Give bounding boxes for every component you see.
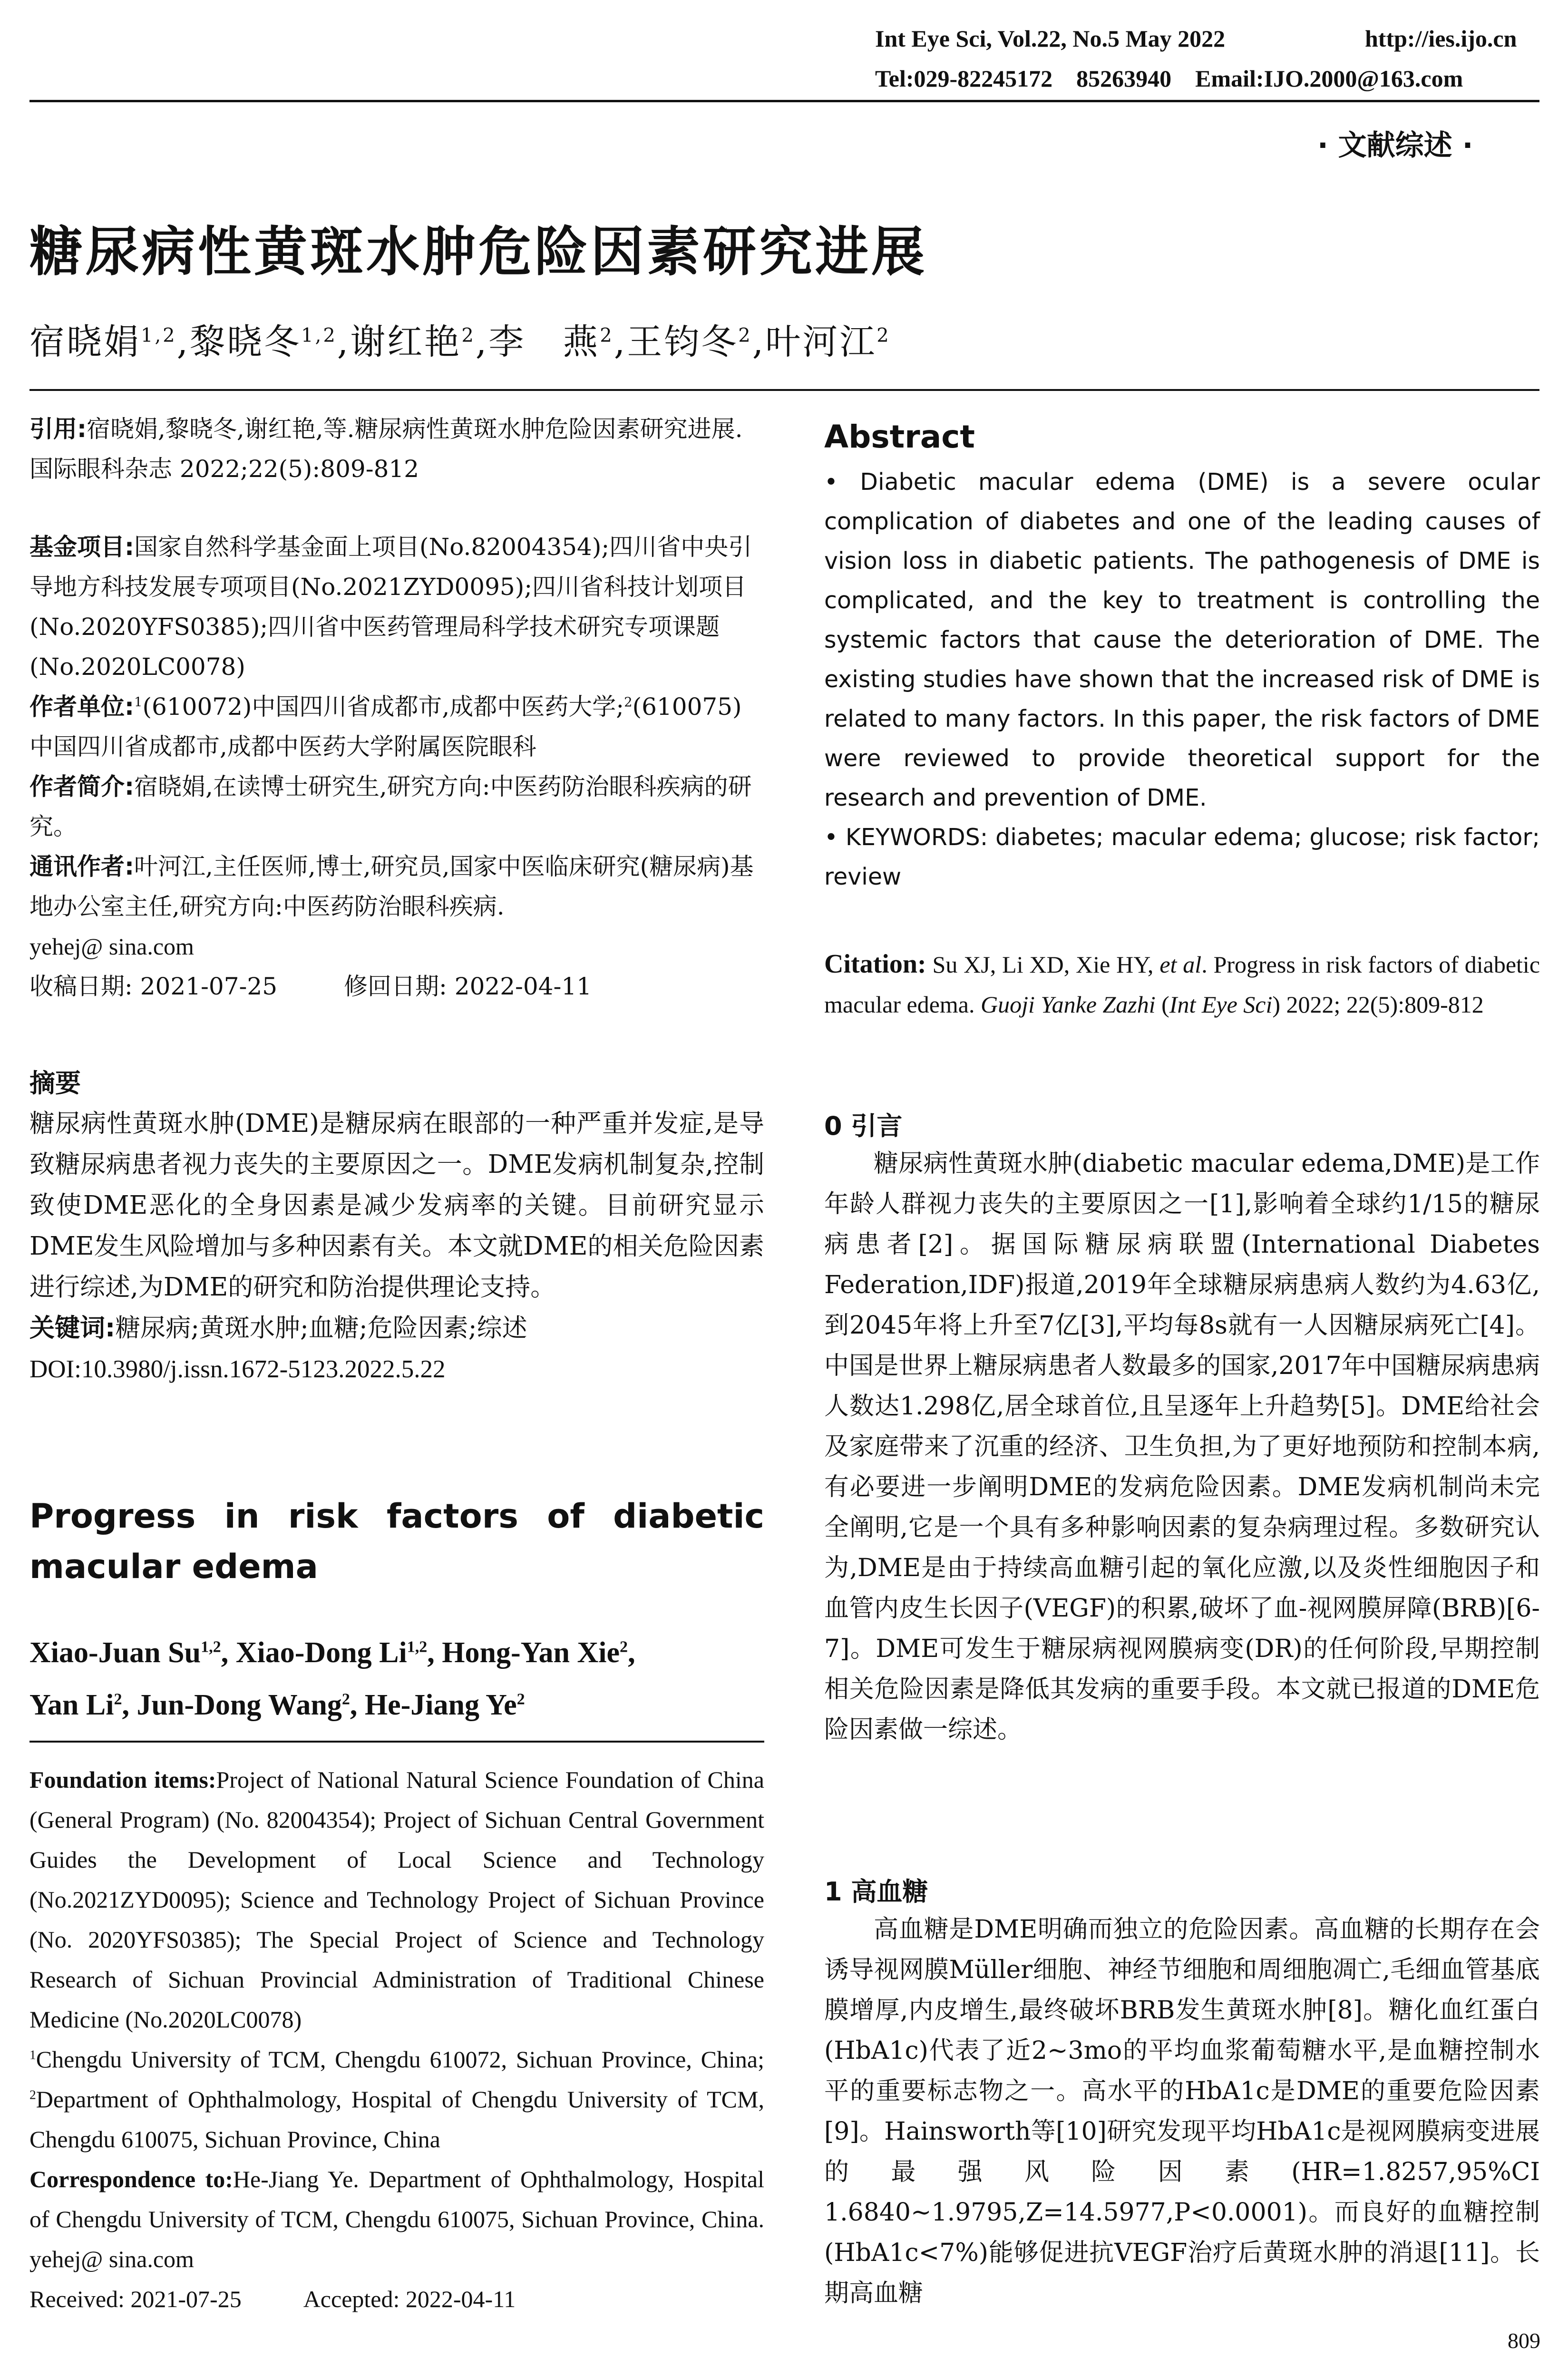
citation-cn: 引用:宿晓娟,黎晓冬,谢红艳,等.糖尿病性黄斑水肿危险因素研究进展.国际眼科杂志 2022;22(5):809-812 — [29, 415, 743, 483]
abstract-heading-en: Abstract — [824, 419, 975, 455]
english-title: Progress in risk factors of diabetic macular edema — [29, 1497, 764, 1586]
page-number: 809 — [1508, 2328, 1540, 2353]
keywords-en: • KEYWORDS: diabetes; macular edema; glucose; risk factor; review — [824, 824, 1540, 890]
authors-cn: 宿晓娟$^{1,2}$,黎晓冬$^{1,2}$,谢红艳$^2$,李 燕$^2$,王钧冬$^2$,叶河江$^2$ — [29, 321, 891, 362]
keywords-cn: 关键词:糖尿病;黄斑水肿;血糖;危险因素;综述 — [29, 1314, 527, 1343]
page-title: 糖尿病性黄斑水肿危险因素研究进展 — [29, 221, 927, 283]
author-name: 王钧冬 — [627, 321, 739, 362]
foundation-en: Foundation items:Project of National Natural Science Foundation of China (General Program) (No. 82004354); Project of Sichuan Central Government Guides the Development of Local Science and Technology (No.2021ZYD0095); Science and Technology Project of Sichuan Province (No. 2020YFS0385); The Special Project of Science and Technology Research of Sichuan Provincial Administration of Traditional Chinese Medicine (No.2020LC0078) — [29, 1766, 764, 2033]
corr-en: Correspondence to:He-Jiang Ye. Department of Ophthalmology, Hospital of Chengdu University of TCM, Chengdu 610075, Sichuan Province, China. yehej@ sina.com — [29, 2166, 764, 2272]
abstract-cn: 糖尿病性黄斑水肿(DME)是糖尿病在眼部的一种严重并发症,是导致糖尿病患者视力丧失的主要原因之一。DME发病机制复杂,控制致使DME恶化的全身因素是减少发病率的关键。目前研究显示DME发生风险增加与多种因素有关。本文就DME的相关危险因素进行综述,为DME的研究和防治提供理论支持。 关键词:糖尿病;黄斑水肿;血糖;危险因素;综述 DOI:10.3980/j.issn.1672-5123.2022.5.22 — [29, 1103, 764, 1390]
dates-en: Received: 2021-07-25 Accepted: 2022-04-11 — [29, 2286, 516, 2312]
abstract-heading-cn: 摘要 — [29, 1068, 81, 1098]
author-name: 谢红艳 — [350, 321, 462, 362]
intro-body: 糖尿病性黄斑水肿(diabetic macular edema,DME)是工作年龄人群视力丧失的主要原因之一[1],影响着全球约1/15的糖尿病患者[2]。据国际糖尿病联盟(International Diabetes Federation,IDF)报道,2019年全球糖尿病患病人数约为4.63亿,到2045年将上升至7亿[3],平均每8s就有一人因糖尿病死亡[4]。中国是世界上糖尿病患者人数最多的国家,2017年中国糖尿病患病人数达1.298亿,居全球首位,且呈逐年上升趋势[5]。DME给社会及家庭带来了沉重的经济、卫生负担,为了更好地预防和控制本病,有必要进一步阐明DME的发病危险因素。DME发病机制尚未完全阐明,它是一个具有多种影响因素的复杂病理过程。多数研究认为,DME是由于持续高血糖引起的氧化应激,以及炎性细胞因子和血管内皮生长因子(VEGF)的积累,破坏了血-视网膜屏障(BRB)[6-7]。DME可发生于糖尿病视网膜病变(DR)的任何阶段,早期控制相关危险因素是降低其发病的重要手段。本文就已报道的DME危险因素做一综述。 — [824, 1150, 1540, 1744]
section-1-body: 高血糖是DME明确而独立的危险因素。高血糖的长期存在会诱导视网膜Müller细胞、神经节细胞和周细胞凋亡,毛细血管基底膜增厚,内皮增生,最终破坏BRB发生黄斑水肿[8]。糖化血红蛋白(HbA1c)代表了近2~3mo的平均血浆葡萄糖水平,是血糖控制水平的重要标志物之一。高水平的HbA1c是DME的重要危险因素[9]。Hainsworth等[10]研究发现平均HbA1c是视网膜病变进展的最强风险因素(HR=1.8257,95%CI 1.6840~1.9795,Z=14.5977,P<0.0001)。而良好的血糖控制(HbA1c<7%)能够促进抗VEGF治疗后黄斑水肿的消退[11]。长期高血糖 — [824, 1915, 1540, 2308]
journal-url: http://ies.ijo.cn — [1365, 25, 1517, 52]
author-name: 李 燕 — [488, 321, 600, 362]
aff-en: $^1$Chengdu University of TCM, Chengdu 610072, Sichuan Province, China; $^2$Department of Ophthalmology, Hospital of Chengdu University of TCM, Chengdu 610075, Sichuan Province, China — [29, 2046, 764, 2153]
intro-heading: 0 引言 — [824, 1111, 903, 1141]
authors-en: Xiao-Juan Su$^{1,2}$, Xiao-Dong Li$^{1,2}$, Hong-Yan Xie$^2$, Yan Li$^2$, Jun-Dong Wang$^2$, He-Jiang Ye$^2$ — [29, 1637, 635, 1721]
title-rule — [29, 389, 1539, 391]
unit-cn: 作者单位:$^1$(610072)中国四川省成都市,成都中医药大学;$^2$(610075)中国四川省成都市,成都中医药大学附属医院眼科 — [29, 693, 742, 760]
bio-cn: 作者简介:宿晓娟,在读博士研究生,研究方向:中医药防治眼科疾病的研究。 — [29, 773, 752, 840]
section-tag: · 文献综述 · — [1317, 129, 1473, 162]
journal-header-info: Int Eye Sci, Vol.22, No.5 May 2022 — [875, 25, 1226, 52]
author-name: 黎晓冬 — [190, 321, 302, 362]
section-1-heading: 1 高血糖 — [824, 1877, 928, 1907]
corr-email: yehej@ sina.com — [29, 933, 194, 960]
header-rule — [29, 100, 1539, 102]
english-meta — [29, 1760, 764, 2319]
citation-en: Citation: Su XJ, Li XD, Xie HY, et al. Progress in risk factors of diabetic macular edema. Guoji Yanke Zazhi (Int Eye Sci) 2022; 22(5):809-812 — [824, 949, 1540, 1018]
author-name: 宿晓娟 — [29, 321, 141, 362]
abstract-en: • Diabetic macular edema (DME) is a severe ocular complication of diabetes and one of the leading causes of vision loss in diabetic patients. The pathogenesis of DME is complicated, and the key to treatment is controlling the systemic factors that cause the deterioration of DME. The existing studies have shown that the increased risk of DME is related to many factors. In this paper, the risk factors of DME were reviewed to provide theoretical support for the research and prevention of DME. • KEYWORDS: diabetes; macular edema; glucose; risk factor; review — [824, 462, 1540, 896]
journal-contact: Tel:029-82245172 85263940 Email:IJO.2000@163.com — [875, 65, 1463, 92]
author-name: 叶河江 — [765, 321, 877, 362]
authors-rule — [29, 1741, 764, 1743]
fund-cn: 基金项目:国家自然科学基金面上项目(No.82004354);四川省中央引导地方科技发展专项项目(No.2021ZYD0095);四川省科技计划项目(No.2020YFS0385);四川省中医药管理局科学技术研究专项课题(No.2020LC0078) — [29, 533, 752, 681]
dates-cn: 收稿日期: 2021-07-25 修回日期: 2022-04-11 — [29, 973, 592, 1000]
doi: DOI:10.3980/j.issn.1672-5123.2022.5.22 — [29, 1355, 446, 1383]
left-column-meta — [29, 409, 764, 1006]
corr-cn: 通讯作者:叶河江,主任医师,博士,研究员,国家中医临床研究(糖尿病)基地办公室主任,研究方向:中医药防治眼科疾病. — [29, 853, 754, 920]
